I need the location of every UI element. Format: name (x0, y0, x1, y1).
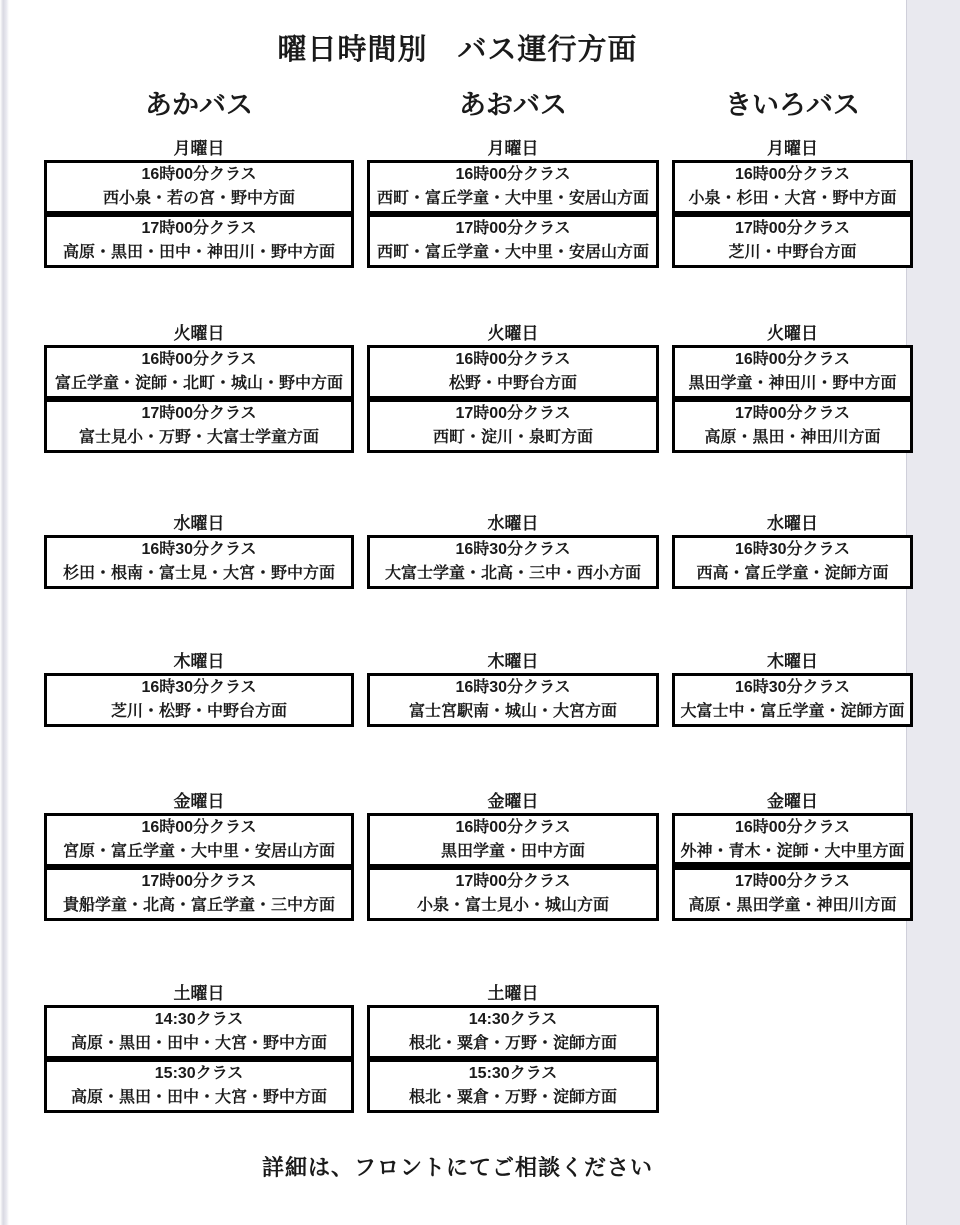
day-label: 水曜日 (487, 514, 539, 533)
schedule-box (367, 214, 659, 268)
schedule-box (367, 673, 659, 727)
schedule-box (367, 345, 659, 399)
route-list: 根北・粟倉・万野・淀師方面 (408, 1089, 617, 1106)
schedule-box (44, 813, 354, 867)
day-label: 水曜日 (173, 514, 225, 533)
route-list: 芝川・中野台方面 (728, 244, 857, 261)
class-time: 16時00分クラス (455, 351, 571, 368)
schedule-box (672, 160, 913, 214)
route-list: 大富士中・富丘学童・淀師方面 (680, 703, 905, 720)
class-time: 14:30クラス (468, 1011, 558, 1028)
class-time: 16時00分クラス (141, 351, 257, 368)
class-time: 16時30分クラス (734, 541, 851, 558)
route-list: 杉田・根南・富士見・大宮・野中方面 (62, 565, 335, 582)
route-list: 西町・富丘学童・大中里・安居山方面 (376, 190, 649, 207)
day-label: 木曜日 (173, 652, 225, 671)
day-cell (367, 985, 659, 1113)
route-list: 大富士学童・北高・三中・西小方面 (384, 565, 641, 582)
day-label: 土曜日 (173, 984, 225, 1003)
route-list: 西小泉・若の宮・野中方面 (102, 190, 295, 207)
day-cell (44, 140, 354, 268)
class-time: 16時00分クラス (734, 166, 851, 183)
schedule-box (44, 345, 354, 399)
route-list: 小泉・富士見小・城山方面 (416, 897, 609, 914)
schedule-box (44, 535, 354, 589)
schedule-box (44, 399, 354, 453)
route-list: 西町・淀川・泉町方面 (432, 429, 593, 446)
class-time: 15:30クラス (154, 1065, 244, 1082)
day-row (44, 140, 906, 268)
day-cell (367, 140, 659, 268)
day-label: 土曜日 (487, 984, 539, 1003)
day-label: 月曜日 (173, 139, 225, 158)
class-time: 16時30分クラス (141, 541, 257, 558)
schedule-box (672, 867, 913, 921)
class-time: 16時30分クラス (734, 679, 851, 696)
footer-note: 詳細は、フロントにてご相談ください (261, 1155, 653, 1180)
day-cell (672, 653, 913, 727)
schedule-box (367, 535, 659, 589)
day-label: 金曜日 (173, 792, 225, 811)
route-list: 富士宮駅南・城山・大宮方面 (408, 703, 617, 720)
bus-column-title-yellow: きいろバス (725, 90, 860, 120)
route-list: 富丘学童・淀師・北町・城山・野中方面 (54, 375, 343, 392)
schedule-box (367, 399, 659, 453)
day-cell (44, 985, 354, 1113)
day-cell (44, 653, 354, 727)
schedule-box (672, 813, 913, 867)
class-time: 17時00分クラス (141, 220, 257, 237)
route-list: 外神・青木・淀師・大中里方面 (675, 840, 910, 864)
class-time: 14:30クラス (154, 1011, 244, 1028)
day-label: 火曜日 (487, 324, 539, 343)
day-cell (672, 325, 913, 453)
route-list: 高原・黒田学童・神田川方面 (688, 897, 897, 914)
bus-column-title-red: あかバス (145, 90, 253, 120)
page-title: 曜日時間別 バス運行方面 (277, 34, 638, 66)
route-list: 黒田学童・田中方面 (440, 843, 585, 860)
day-label: 金曜日 (487, 792, 539, 811)
page-edge-right (906, 0, 960, 1225)
schedule-box (672, 535, 913, 589)
day-cell (367, 325, 659, 453)
schedule-box (367, 1059, 659, 1113)
route-list: 高原・黒田・田中・神田川・野中方面 (62, 244, 335, 261)
class-time: 16時00分クラス (141, 166, 257, 183)
day-cell (44, 515, 354, 589)
class-time: 15:30クラス (468, 1065, 558, 1082)
route-list: 高原・黒田・田中・大宮・野中方面 (70, 1035, 327, 1052)
class-time: 17時00分クラス (455, 873, 571, 890)
day-label: 火曜日 (173, 324, 225, 343)
class-time: 17時00分クラス (734, 405, 851, 422)
class-time: 16時00分クラス (141, 819, 257, 836)
class-time: 16時00分クラス (734, 819, 851, 836)
day-row (44, 793, 906, 921)
schedule-box (44, 1005, 354, 1059)
bus-column-title-blue: あおバス (459, 90, 567, 120)
day-cell (367, 653, 659, 727)
day-cell (44, 793, 354, 921)
schedule-box (672, 399, 913, 453)
day-label: 木曜日 (767, 652, 818, 671)
class-time: 17時00分クラス (734, 873, 851, 890)
day-row (44, 515, 906, 589)
route-list: 高原・黒田・神田川方面 (704, 429, 881, 446)
day-cell (672, 515, 913, 589)
route-list: 黒田学童・神田川・野中方面 (688, 375, 897, 392)
class-time: 16時30分クラス (141, 679, 257, 696)
class-time: 16時00分クラス (455, 819, 571, 836)
day-label: 火曜日 (767, 324, 818, 343)
schedule-box (367, 160, 659, 214)
day-row (44, 985, 906, 1113)
class-time: 16時00分クラス (734, 351, 851, 368)
day-label: 月曜日 (487, 139, 539, 158)
day-cell (672, 985, 913, 1113)
route-list: 宮原・富丘学童・大中里・安居山方面 (62, 843, 335, 860)
page-edge-left (0, 0, 9, 1225)
day-row (44, 325, 906, 453)
schedule-box (44, 1059, 354, 1113)
schedule-box (367, 867, 659, 921)
route-list: 高原・黒田・田中・大宮・野中方面 (70, 1089, 327, 1106)
day-label: 水曜日 (767, 514, 818, 533)
schedule-box (44, 673, 354, 727)
day-cell (44, 325, 354, 453)
day-label: 月曜日 (767, 139, 818, 158)
class-time: 17時00分クラス (734, 220, 851, 237)
route-list: 根北・粟倉・万野・淀師方面 (408, 1035, 617, 1052)
schedule-box (672, 345, 913, 399)
route-list: 貴船学童・北高・富丘学童・三中方面 (62, 897, 335, 914)
route-list: 富士見小・万野・大富士学童方面 (78, 429, 319, 446)
document-page (9, 0, 906, 1225)
day-label: 金曜日 (767, 792, 818, 811)
class-time: 17時00分クラス (141, 405, 257, 422)
class-time: 17時00分クラス (141, 873, 257, 890)
schedule-box (367, 1005, 659, 1059)
route-list: 西町・富丘学童・大中里・安居山方面 (376, 244, 649, 261)
class-time: 16時00分クラス (455, 166, 571, 183)
day-label: 木曜日 (487, 652, 539, 671)
day-cell (367, 515, 659, 589)
schedule-box (367, 813, 659, 867)
schedule-box (44, 867, 354, 921)
day-cell (367, 793, 659, 921)
route-list: 小泉・杉田・大宮・野中方面 (688, 190, 897, 207)
schedule-box (672, 214, 913, 268)
class-time: 16時30分クラス (455, 679, 571, 696)
schedule-box (672, 673, 913, 727)
bus-header-row (44, 90, 906, 120)
schedule-box (44, 160, 354, 214)
route-list: 松野・中野台方面 (448, 375, 577, 392)
day-cell (672, 793, 913, 921)
route-list: 西高・富丘学童・淀師方面 (696, 565, 889, 582)
class-time: 17時00分クラス (455, 405, 571, 422)
class-time: 16時30分クラス (455, 541, 571, 558)
schedule-box (44, 214, 354, 268)
class-time: 17時00分クラス (455, 220, 571, 237)
day-cell (672, 140, 913, 268)
day-row (44, 653, 906, 727)
schedule-grid (44, 140, 906, 1113)
route-list: 芝川・松野・中野台方面 (110, 703, 287, 720)
